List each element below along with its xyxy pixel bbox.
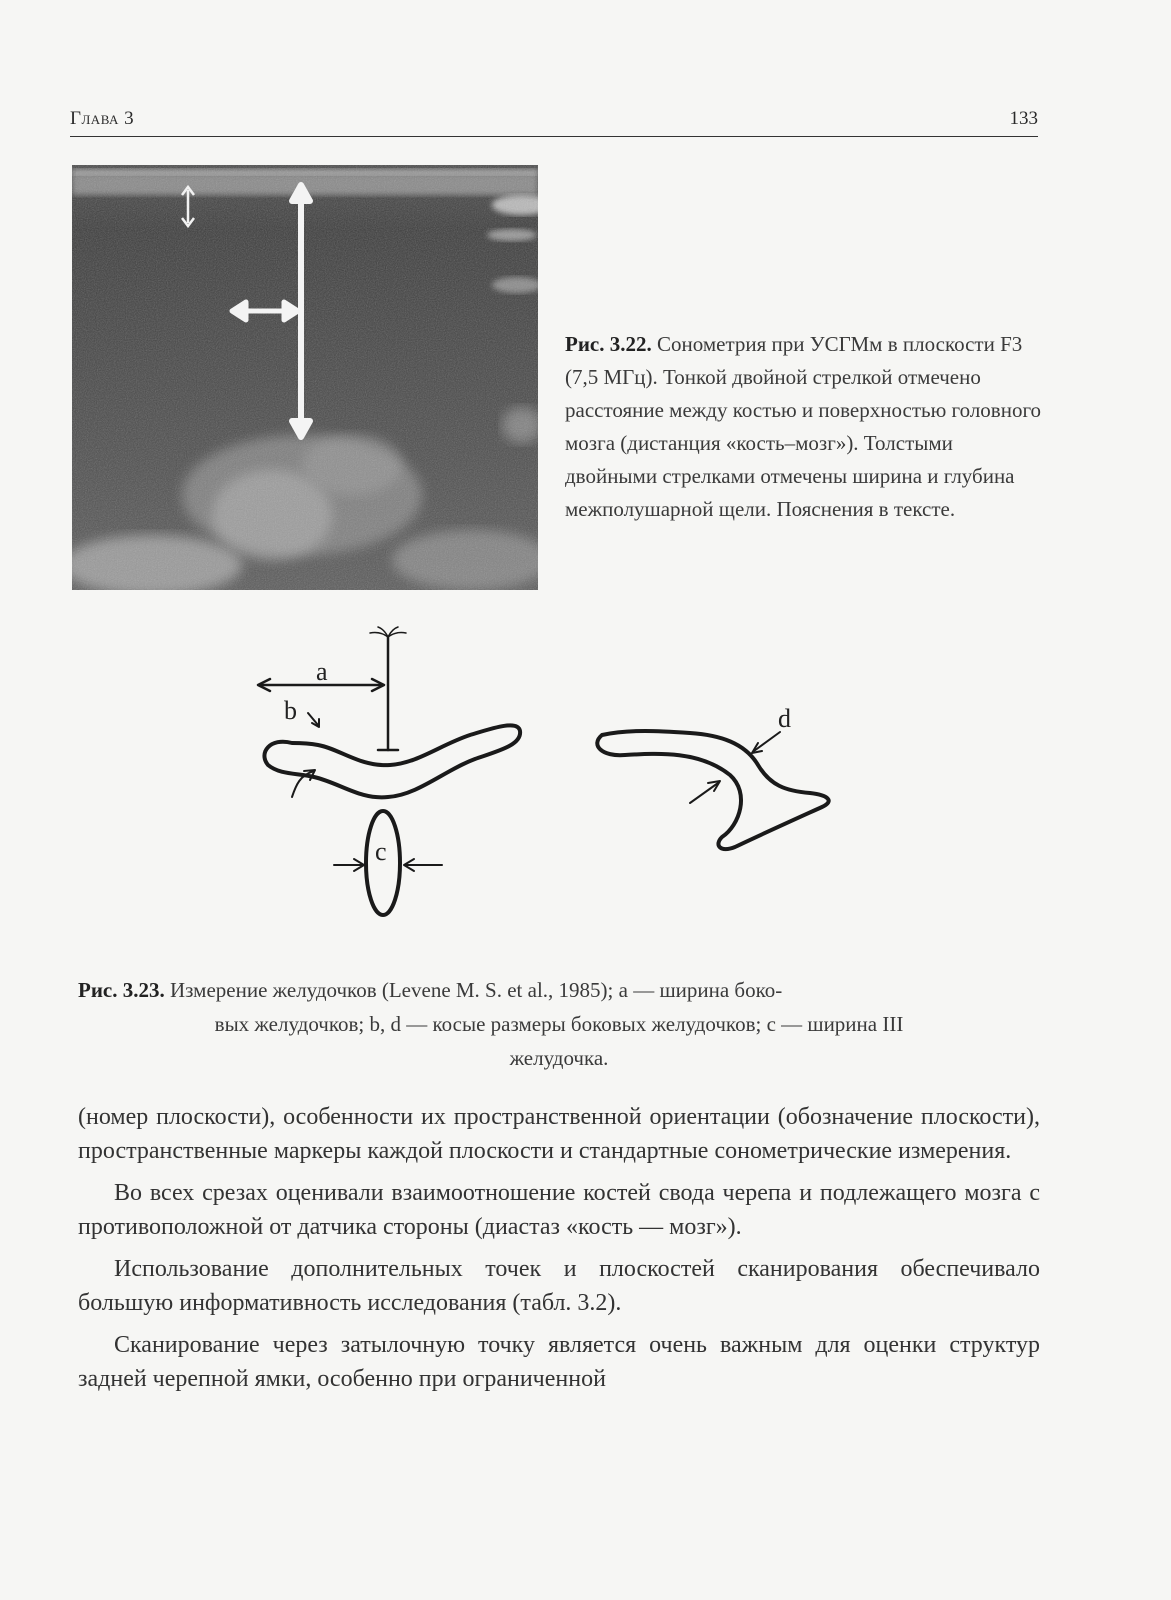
page-number: 133 [1009, 108, 1038, 129]
label-b: b [284, 696, 297, 725]
label-a: a [316, 657, 328, 686]
figure-3-22-caption [565, 328, 1045, 526]
paragraph: Использование дополнительных точек и плоскостей сканирования обеспечивало большую информативность исследования (табл. 3.2). [78, 1256, 1040, 1316]
chapter-title: Глава 3 [70, 108, 135, 129]
ventricle-diagram [230, 625, 880, 955]
page-header [70, 106, 1038, 137]
figure-3-23-label: Рис. 3.23. [78, 978, 165, 1002]
ultrasound-image [72, 165, 538, 590]
figure-3-23-caption-line3: желудочка. [509, 1046, 609, 1070]
figure-3-23-caption [78, 973, 1040, 1075]
label-d: d [778, 704, 791, 733]
figure-3-22-text: Сонометрия при УСГМм в плоскости F3 (7,5 МГц). Тонкой двойной стрелкой отмечено расстояние между костью и поверхностью головного мозга (дистанция «кость–мозг»). Толстыми двойными стрелками отмечены ширина и глубина межполушарной щели. Пояснения в тексте. [565, 332, 1042, 521]
figure-3-23-caption-line2: вых желудочков; b, d — косые размеры боковых желудочков; c — ширина III [214, 1012, 904, 1036]
figure-3-22-label: Рис. 3.22. [565, 332, 652, 356]
body-text [78, 1100, 1040, 1404]
paragraph: (номер плоскости), особенности их пространственной ориентации (обозначение плоскости), пространственные маркеры каждой плоскости и стандартные сонометрические измерения. [78, 1104, 1040, 1164]
label-c: c [375, 837, 387, 866]
figure-3-23-caption-line1: Измерение желудочков (Levene M. S. et al., 1985); a — ширина боко- [164, 978, 783, 1002]
paragraph: Сканирование через затылочную точку является очень важным для оценки структур задней черепной ямки, особенно при ограниченной [78, 1332, 1040, 1392]
paragraph: Во всех срезах оценивали взаимоотношение костей свода черепа и подлежащего мозга с противоположной от датчика стороны (диастаз «кость — мозг»). [78, 1180, 1040, 1240]
